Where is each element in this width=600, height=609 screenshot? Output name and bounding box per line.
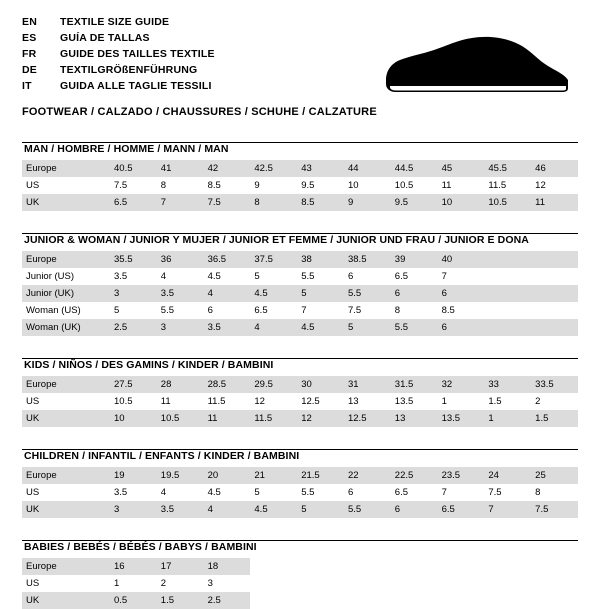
size-cell [531, 268, 578, 285]
table-row [22, 160, 578, 177]
language-title-list [22, 16, 215, 96]
row-label: US [22, 484, 110, 501]
size-cell: 8.5 [438, 302, 485, 319]
size-cell: 9.5 [391, 194, 438, 211]
size-block-babies [22, 540, 578, 609]
size-cell: 19.5 [157, 467, 204, 484]
size-cell: 6.5 [391, 484, 438, 501]
size-cell: 5.5 [297, 268, 344, 285]
row-label: US [22, 177, 110, 194]
size-cell: 10.5 [110, 393, 157, 410]
size-cell [531, 319, 578, 336]
size-cell: 5 [297, 501, 344, 518]
size-cell: 44 [344, 160, 391, 177]
size-cell [484, 319, 531, 336]
size-cell: 6.5 [110, 194, 157, 211]
size-cell: 2.5 [204, 592, 251, 609]
size-cell: 13 [344, 393, 391, 410]
size-cell [531, 285, 578, 302]
size-cell-empty [391, 558, 438, 575]
size-cell: 7.5 [204, 194, 251, 211]
size-cell: 3.5 [157, 285, 204, 302]
size-cell: 11.5 [250, 410, 297, 427]
size-cell: 3 [157, 319, 204, 336]
size-cell: 3.5 [157, 501, 204, 518]
block-title: BABIES / BEBÉS / BÉBÉS / BABYS / BAMBINI [24, 541, 257, 553]
size-table [22, 558, 578, 609]
size-cell: 4 [204, 501, 251, 518]
table-row [22, 393, 578, 410]
language-row [22, 32, 215, 48]
block-title: CHILDREN / INFANTIL / ENFANTS / KINDER / BAMBINI [24, 450, 300, 462]
row-label: Europe [22, 160, 110, 177]
size-cell: 9.5 [297, 177, 344, 194]
size-cell: 12.5 [344, 410, 391, 427]
size-cell: 5 [110, 302, 157, 319]
size-cell: 9 [250, 177, 297, 194]
size-cell: 1 [110, 575, 157, 592]
size-cell: 4 [250, 319, 297, 336]
size-cell-empty [344, 558, 391, 575]
size-cell-empty [531, 558, 578, 575]
header [22, 16, 578, 120]
size-cell: 4 [157, 484, 204, 501]
size-table [22, 251, 578, 336]
size-cell: 9 [344, 194, 391, 211]
page-title: FOOTWEAR / CALZADO / CHAUSSURES / SCHUHE / CALZATURE [22, 106, 377, 118]
size-cell: 8 [157, 177, 204, 194]
size-cell-empty [484, 575, 531, 592]
size-cell: 4.5 [204, 268, 251, 285]
size-cell: 29.5 [250, 376, 297, 393]
size-cell: 6.5 [438, 501, 485, 518]
size-cell [484, 251, 531, 268]
table-row [22, 592, 578, 609]
size-cell: 7 [438, 484, 485, 501]
row-label: Europe [22, 376, 110, 393]
table-row [22, 285, 578, 302]
size-cell: 7 [438, 268, 485, 285]
size-cell: 40 [438, 251, 485, 268]
size-cell: 8.5 [297, 194, 344, 211]
language-row [22, 64, 215, 80]
size-cell: 45 [438, 160, 485, 177]
size-cell: 36.5 [204, 251, 251, 268]
row-label: Europe [22, 558, 110, 575]
size-cell: 7.5 [110, 177, 157, 194]
size-cell: 5.5 [157, 302, 204, 319]
size-block-kids [22, 358, 578, 427]
size-cell: 1.5 [157, 592, 204, 609]
size-cell: 31 [344, 376, 391, 393]
size-cell: 3.5 [110, 268, 157, 285]
size-cell: 27.5 [110, 376, 157, 393]
size-cell: 8.5 [204, 177, 251, 194]
table-row [22, 251, 578, 268]
size-cell: 6.5 [250, 302, 297, 319]
size-cell: 6 [344, 268, 391, 285]
size-cell: 11.5 [484, 177, 531, 194]
size-cell: 3.5 [204, 319, 251, 336]
row-label: US [22, 575, 110, 592]
language-code: ES [22, 32, 37, 44]
size-cell: 24 [484, 467, 531, 484]
size-cell: 7.5 [531, 501, 578, 518]
size-cell-empty [344, 575, 391, 592]
size-cell-empty [391, 575, 438, 592]
size-cell [484, 302, 531, 319]
row-label: Junior (US) [22, 268, 110, 285]
size-cell: 5.5 [297, 484, 344, 501]
language-title: GUÍA DE TALLAS [60, 32, 150, 44]
size-cell: 16 [110, 558, 157, 575]
size-cell: 22 [344, 467, 391, 484]
size-cell: 5 [344, 319, 391, 336]
size-cell: 46 [531, 160, 578, 177]
size-cell: 6 [391, 285, 438, 302]
size-cell: 0.5 [110, 592, 157, 609]
block-title: KIDS / NIÑOS / DES GAMINS / KINDER / BAMBINI [24, 359, 274, 371]
size-cell: 10.5 [391, 177, 438, 194]
table-row [22, 467, 578, 484]
size-cell: 36 [157, 251, 204, 268]
size-cell: 38 [297, 251, 344, 268]
language-row [22, 80, 215, 96]
table-row [22, 410, 578, 427]
size-cell: 28 [157, 376, 204, 393]
size-cell: 1 [484, 410, 531, 427]
size-cell: 33 [484, 376, 531, 393]
size-cell: 41 [157, 160, 204, 177]
row-label: Woman (US) [22, 302, 110, 319]
language-row [22, 16, 215, 32]
size-cell: 6 [438, 285, 485, 302]
size-cell: 6 [438, 319, 485, 336]
size-cell: 6 [344, 484, 391, 501]
table-row [22, 302, 578, 319]
size-cell: 7 [297, 302, 344, 319]
table-row [22, 319, 578, 336]
size-cell: 1.5 [531, 410, 578, 427]
size-cell-empty [438, 558, 485, 575]
size-cell: 8 [391, 302, 438, 319]
size-cell: 6 [204, 302, 251, 319]
size-cell: 7.5 [484, 484, 531, 501]
size-cell: 30 [297, 376, 344, 393]
table-row [22, 194, 578, 211]
size-cell: 11.5 [204, 393, 251, 410]
size-cell: 5 [250, 484, 297, 501]
size-cell: 10 [344, 177, 391, 194]
size-cell: 17 [157, 558, 204, 575]
language-code: IT [22, 80, 32, 92]
size-cell: 42 [204, 160, 251, 177]
size-cell: 3 [110, 285, 157, 302]
language-code: EN [22, 16, 37, 28]
size-cell: 18 [204, 558, 251, 575]
size-table [22, 467, 578, 518]
size-cell-empty [391, 592, 438, 609]
size-cell: 5.5 [391, 319, 438, 336]
size-cell: 20 [204, 467, 251, 484]
size-cell [531, 251, 578, 268]
row-label: US [22, 393, 110, 410]
size-cell-empty [344, 592, 391, 609]
size-cell-empty [438, 592, 485, 609]
size-cell: 1.5 [484, 393, 531, 410]
row-label: Junior (UK) [22, 285, 110, 302]
size-cell: 28.5 [204, 376, 251, 393]
size-cell-empty [297, 592, 344, 609]
size-cell: 32 [438, 376, 485, 393]
size-cell: 10 [438, 194, 485, 211]
row-label: UK [22, 501, 110, 518]
size-cell: 42.5 [250, 160, 297, 177]
size-cell-empty [531, 592, 578, 609]
size-cell: 43 [297, 160, 344, 177]
size-cell: 12 [531, 177, 578, 194]
size-cell: 13.5 [391, 393, 438, 410]
size-block-man [22, 142, 578, 211]
size-cell: 10.5 [157, 410, 204, 427]
size-cell: 23.5 [438, 467, 485, 484]
language-row [22, 48, 215, 64]
size-block-junior-woman [22, 233, 578, 336]
size-cell [484, 268, 531, 285]
size-cell: 6.5 [391, 268, 438, 285]
size-cell: 2 [157, 575, 204, 592]
size-cell [531, 302, 578, 319]
size-cell: 2 [531, 393, 578, 410]
size-cell: 3 [204, 575, 251, 592]
size-cell: 21.5 [297, 467, 344, 484]
size-cell: 22.5 [391, 467, 438, 484]
size-cell: 21 [250, 467, 297, 484]
language-title: GUIDA ALLE TAGLIE TESSILI [60, 80, 212, 92]
size-cell: 12 [297, 410, 344, 427]
size-cell: 5 [297, 285, 344, 302]
size-cell: 4 [157, 268, 204, 285]
size-cell-empty [250, 592, 297, 609]
size-cell: 4.5 [250, 501, 297, 518]
size-cell-empty [484, 592, 531, 609]
size-cell: 7 [157, 194, 204, 211]
row-label: UK [22, 410, 110, 427]
size-cell: 13 [391, 410, 438, 427]
size-cell-empty [297, 575, 344, 592]
size-cell: 5 [250, 268, 297, 285]
size-cell: 12 [250, 393, 297, 410]
size-table [22, 160, 578, 211]
block-title: JUNIOR & WOMAN / JUNIOR Y MUJER / JUNIOR ET FEMME / JUNIOR UND FRAU / JUNIOR E DONA [24, 234, 529, 246]
size-cell: 2.5 [110, 319, 157, 336]
table-row [22, 501, 578, 518]
table-row [22, 376, 578, 393]
table-row [22, 177, 578, 194]
row-label: Woman (UK) [22, 319, 110, 336]
size-cell-empty [297, 558, 344, 575]
size-cell: 10 [110, 410, 157, 427]
size-cell: 7 [484, 501, 531, 518]
size-cell: 5.5 [344, 501, 391, 518]
size-cell: 8 [250, 194, 297, 211]
size-block-children [22, 449, 578, 518]
size-cell-empty [484, 558, 531, 575]
size-cell: 19 [110, 467, 157, 484]
size-cell: 5.5 [344, 285, 391, 302]
size-cell: 11 [438, 177, 485, 194]
size-cell: 38.5 [344, 251, 391, 268]
size-cell: 11 [204, 410, 251, 427]
size-cell: 39 [391, 251, 438, 268]
size-cell: 33.5 [531, 376, 578, 393]
size-cell: 7.5 [344, 302, 391, 319]
size-cell: 4 [204, 285, 251, 302]
size-cell: 11 [531, 194, 578, 211]
size-cell: 25 [531, 467, 578, 484]
size-cell: 11 [157, 393, 204, 410]
language-title: TEXTILGRÖßENFÜHRUNG [60, 64, 198, 76]
size-cell: 13.5 [438, 410, 485, 427]
size-cell [484, 285, 531, 302]
size-cell: 4.5 [204, 484, 251, 501]
size-cell: 40.5 [110, 160, 157, 177]
size-cell: 4.5 [250, 285, 297, 302]
language-title: TEXTILE SIZE GUIDE [60, 16, 170, 28]
size-cell: 35.5 [110, 251, 157, 268]
size-cell: 3.5 [110, 484, 157, 501]
block-title: MAN / HOMBRE / HOMME / MANN / MAN [24, 143, 229, 155]
table-row [22, 575, 578, 592]
size-cell: 8 [531, 484, 578, 501]
language-code: FR [22, 48, 37, 60]
size-cell: 6 [391, 501, 438, 518]
size-cell: 4.5 [297, 319, 344, 336]
row-label: UK [22, 194, 110, 211]
table-row [22, 484, 578, 501]
language-code: DE [22, 64, 37, 76]
size-cell: 1 [438, 393, 485, 410]
size-cell: 44.5 [391, 160, 438, 177]
row-label: Europe [22, 251, 110, 268]
language-title: GUIDE DES TAILLES TEXTILE [60, 48, 215, 60]
table-row [22, 558, 578, 575]
size-table [22, 376, 578, 427]
size-cell: 10.5 [484, 194, 531, 211]
size-cell: 31.5 [391, 376, 438, 393]
table-row [22, 268, 578, 285]
row-label: UK [22, 592, 110, 609]
size-cell: 45.5 [484, 160, 531, 177]
size-cell-empty [250, 575, 297, 592]
size-cell-empty [438, 575, 485, 592]
size-cell-empty [250, 558, 297, 575]
dress-shoe-icon [380, 34, 570, 104]
size-cell: 3 [110, 501, 157, 518]
size-cell-empty [531, 575, 578, 592]
size-cell: 12.5 [297, 393, 344, 410]
size-cell: 37.5 [250, 251, 297, 268]
row-label: Europe [22, 467, 110, 484]
